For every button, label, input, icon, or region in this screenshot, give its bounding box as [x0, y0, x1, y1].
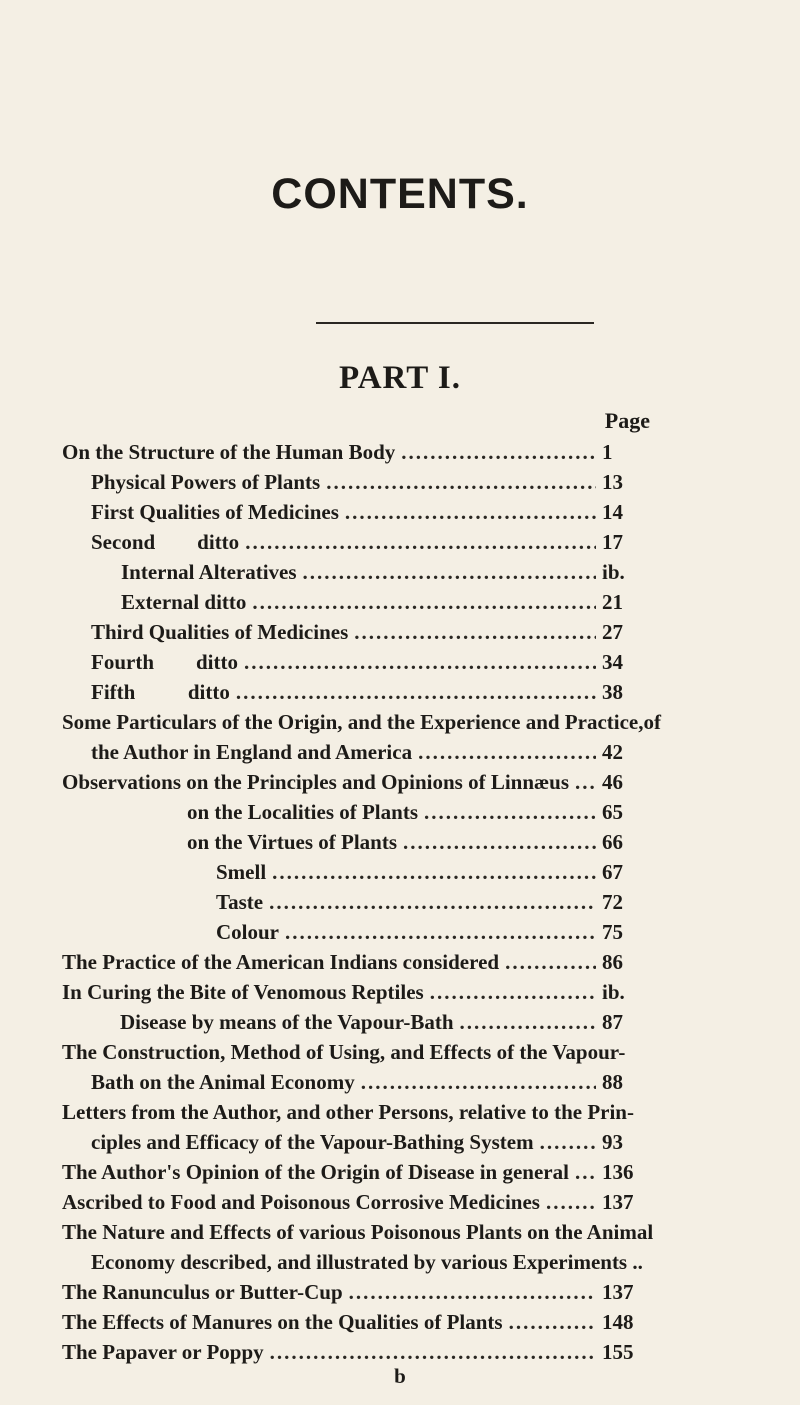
entry-page: 66 [602, 830, 623, 854]
leader-dots [575, 1160, 596, 1185]
toc-entry [187, 800, 642, 830]
toc-entry [62, 770, 642, 800]
entry-title: Internal Alteratives [121, 560, 297, 584]
entry-title: Third Qualities of Medicines [91, 620, 349, 644]
leader-dots [361, 1070, 596, 1095]
entry-title: the Author in England and America [91, 740, 413, 764]
toc-entry [216, 920, 642, 950]
entry-page: 38 [602, 680, 623, 704]
toc-entry [62, 980, 642, 1010]
leader-dots [354, 620, 596, 645]
entry-page: ib. [602, 980, 625, 1004]
entry-page: 88 [602, 1070, 623, 1094]
entry-title: In Curing the Bite of Venomous Reptiles [62, 980, 424, 1004]
leader-dots [546, 1190, 596, 1215]
signature-mark: b [394, 1364, 406, 1388]
leader-dots [270, 1340, 596, 1365]
leader-dots [540, 1130, 596, 1155]
entry-title: ciples and Efficacy of the Vapour-Bathing System [91, 1130, 534, 1154]
toc-entry [91, 1130, 642, 1160]
entry-title: Letters from the Author, and other Persons, relative to the Prin- [62, 1100, 634, 1124]
entry-title: The Nature and Effects of various Poisonous Plants on the Animal [62, 1220, 654, 1244]
leader-dots [272, 860, 596, 885]
toc-entry [91, 680, 642, 710]
entry-page: 137 [602, 1280, 634, 1304]
toc-entry [91, 530, 642, 560]
entry-page: 137 [602, 1190, 634, 1214]
leader-dots [505, 950, 596, 975]
entry-page: 1 [602, 440, 613, 464]
toc-entry [120, 1010, 642, 1040]
leader-dots [285, 920, 596, 945]
entry-page: 27 [602, 620, 623, 644]
entry-page: 67 [602, 860, 623, 884]
toc-entry [91, 470, 642, 500]
entry-title: on the Virtues of Plants [187, 830, 397, 854]
leader-dots [509, 1310, 596, 1335]
entry-title: Some Particulars of the Origin, and the Experience and Practice,of [62, 710, 661, 734]
entry-page: 42 [602, 740, 623, 764]
toc-entry [216, 860, 642, 890]
entry-title: External ditto [121, 590, 247, 614]
entry-page: 13 [602, 470, 623, 494]
entry-title: Smell [216, 860, 267, 884]
toc-entry [187, 830, 642, 860]
entry-title: Physical Powers of Plants [91, 470, 321, 494]
entry-page: 72 [602, 890, 623, 914]
toc-entry [62, 1040, 642, 1070]
leader-dots [303, 560, 596, 585]
entry-title: The Practice of the American Indians considered [62, 950, 500, 974]
entry-title: Ascribed to Food and Poisonous Corrosive Medicines [62, 1190, 540, 1214]
toc-entry [91, 620, 642, 650]
entry-page: 87 [602, 1010, 623, 1034]
toc-entry [62, 710, 661, 740]
entry-page: 86 [602, 950, 623, 974]
entry-title: Colour [216, 920, 279, 944]
entry-page: 75 [602, 920, 623, 944]
entry-page: ib. [602, 560, 625, 584]
entry-page: 34 [602, 650, 623, 674]
toc-entry [121, 560, 642, 590]
toc-entry [62, 1220, 654, 1250]
leader-dots [326, 470, 596, 495]
page-column-label: Page [604, 408, 650, 433]
toc-entry [62, 1100, 642, 1130]
entry-title: Disease by means of the Vapour-Bath [120, 1010, 454, 1034]
toc-entry [91, 500, 642, 530]
toc-entry [62, 950, 642, 980]
leader-dots [424, 800, 596, 825]
toc-entry [91, 740, 642, 770]
toc-entry [62, 1190, 642, 1220]
leader-dots [269, 890, 596, 915]
toc-entry [62, 1310, 642, 1340]
entry-title: The Author's Opinion of the Origin of Disease in general [62, 1160, 569, 1184]
entry-title: Fifth ditto [91, 680, 230, 704]
part-heading: PART I. [339, 360, 461, 396]
leader-dots [345, 500, 596, 525]
entry-page: 65 [602, 800, 623, 824]
divider-rule [316, 322, 594, 324]
toc-entry [91, 1250, 642, 1280]
entry-page: 21 [602, 590, 623, 614]
leader-dots [403, 830, 596, 855]
entry-title: The Construction, Method of Using, and Effects of the Vapour- [62, 1040, 626, 1064]
entry-title: The Papaver or Poppy [62, 1340, 264, 1364]
entry-title: The Effects of Manures on the Qualities of Plants [62, 1310, 503, 1334]
toc-entry [91, 1070, 642, 1100]
entry-page: 93 [602, 1130, 623, 1154]
entry-title: on the Localities of Plants [187, 800, 418, 824]
leader-dots [430, 980, 596, 1005]
entry-page: 136 [602, 1160, 634, 1184]
leader-dots [460, 1010, 597, 1035]
leader-dots [245, 530, 596, 555]
entry-title: Economy described, and illustrated by various Experiments .. [91, 1250, 643, 1274]
entry-page: 14 [602, 500, 623, 524]
page-title: CONTENTS. [271, 170, 529, 218]
toc-entry [216, 890, 642, 920]
entry-title: Bath on the Animal Economy [91, 1070, 355, 1094]
leader-dots [575, 770, 596, 795]
toc-entry [62, 440, 642, 470]
leader-dots [244, 650, 596, 675]
toc-entry [62, 1160, 642, 1190]
toc-entry [121, 590, 642, 620]
entry-title: Taste [216, 890, 264, 914]
toc-entry [91, 650, 642, 680]
entry-title: Second ditto [91, 530, 240, 554]
entry-title: Observations on the Principles and Opinions of Linnæus [62, 770, 570, 794]
entry-page: 17 [602, 530, 623, 554]
entry-title: Fourth ditto [91, 650, 238, 674]
entry-page: 148 [602, 1310, 634, 1334]
entry-title: First Qualities of Medicines [91, 500, 339, 524]
entry-title: The Ranunculus or Butter-Cup [62, 1280, 343, 1304]
leader-dots [349, 1280, 596, 1305]
entry-page: 155 [602, 1340, 634, 1364]
leader-dots [236, 680, 596, 705]
entry-title: On the Structure of the Human Body [62, 440, 396, 464]
leader-dots [252, 590, 596, 615]
leader-dots [401, 440, 596, 465]
toc-entry [62, 1280, 642, 1310]
entry-page: 46 [602, 770, 623, 794]
leader-dots [418, 740, 596, 765]
